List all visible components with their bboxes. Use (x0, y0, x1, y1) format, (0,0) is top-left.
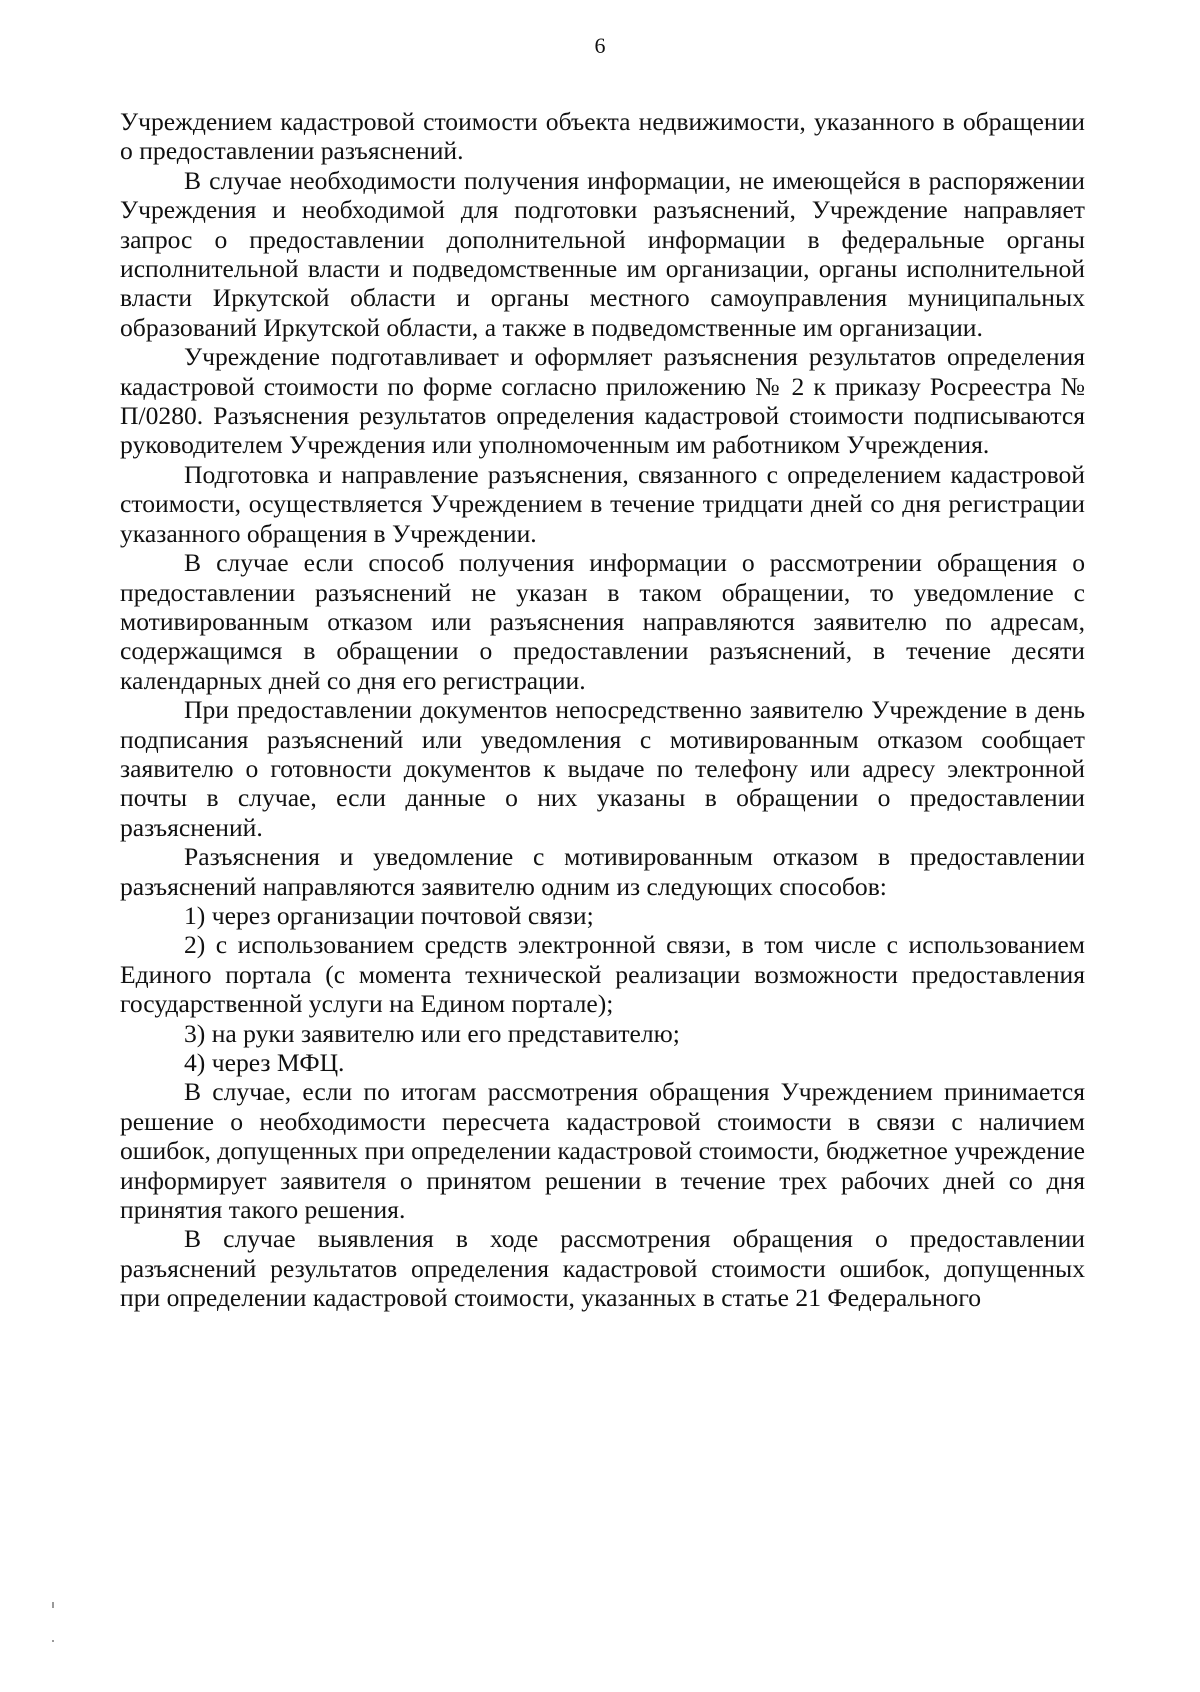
list-item-mfc: 4) через МФЦ. (184, 1048, 345, 1077)
paragraph-explanation-form: Учреждение подготавливает и оформляет разъяснения результатов определения кадастровой стоимости по форме согласно приложению № 2 к приказу Росреестра № П/0280. Разъяснения результатов определения кадастровой стоимости подписываются руководителем Учреждения или уполномоченным им работником Учреждения. (120, 342, 1085, 460)
page-number: 6 (594, 33, 606, 58)
paragraph-information-request: В случае необходимости получения информации, не имеющейся в распоряжении Учреждения и необходимой для подготовки разъяснений, Учреждение направляет запрос о предоставлении дополнительной информации в федеральные органы исполнительной власти и подведомственные им организации, органы исполнительной власти Иркутской области и органы местного самоуправления муниципальных образований Иркутской области, а также в подведомственные им организации. (120, 165, 1085, 342)
list-item-in-person: 3) на руки заявителю или его представителю; (184, 1018, 680, 1048)
paragraph-error-detection: В случае выявления в ходе рассмотрения обращения о предоставлении разъяснений результатов определения кадастровой стоимости ошибок, допущенных при определении кадастровой стоимости, указанных в статье 21 Федерального (120, 1224, 1085, 1313)
scan-artifact (52, 1602, 54, 1608)
scan-artifact (52, 1640, 54, 1642)
paragraph-applicant-notification: При предоставлении документов непосредственно заявителю Учреждение в день подписания разъяснений или уведомления с мотивированным отказом сообщает заявителю о готовности документов к выдаче по телефону или адресу электронной почты в случае, если данные о них указаны в обращении о предоставлении разъяснений. (120, 695, 1085, 842)
document-body (120, 107, 1085, 1313)
paragraph-delivery-methods: Разъяснения и уведомление с мотивированным отказом в предоставлении разъяснений направляются заявителю одним из следующих способов: (120, 842, 1085, 901)
paragraph-continuation: Учреждением кадастровой стоимости объекта недвижимости, указанного в обращении о предоставлении разъяснений. (120, 107, 1085, 166)
paragraph-recalculation-decision: В случае, если по итогам рассмотрения обращения Учреждением принимается решение о необходимости пересчета кадастровой стоимости в связи с наличием ошибок, допущенных при определении кадастровой стоимости, бюджетное учреждение информирует заявителя о принятом решении в течение трех рабочих дней со дня принятия такого решения. (120, 1077, 1085, 1225)
paragraph-preparation-deadline: Подготовка и направление разъяснения, связанного с определением кадастровой стоимости, осуществляется Учреждением в течение тридцати дней со дня регистрации указанного обращения в Учреждении. (120, 459, 1085, 548)
paragraph-delivery-default: В случае если способ получения информации о рассмотрении обращения о предоставлении разъяснений не указан в таком обращении, то уведомление с мотивированным отказом или разъяснения направляются заявителю по адресам, содержащимся в обращении о предоставлении разъяснений, в течение десяти календарных дней со дня его регистрации. (120, 548, 1085, 695)
list-item-postal: 1) через организации почтовой связи; (184, 900, 594, 930)
list-item-electronic: 2) с использованием средств электронной связи, в том числе с использованием Единого портала (с момента технической реализации возможности предоставления государственной услуги на Едином портале); (120, 930, 1085, 1019)
